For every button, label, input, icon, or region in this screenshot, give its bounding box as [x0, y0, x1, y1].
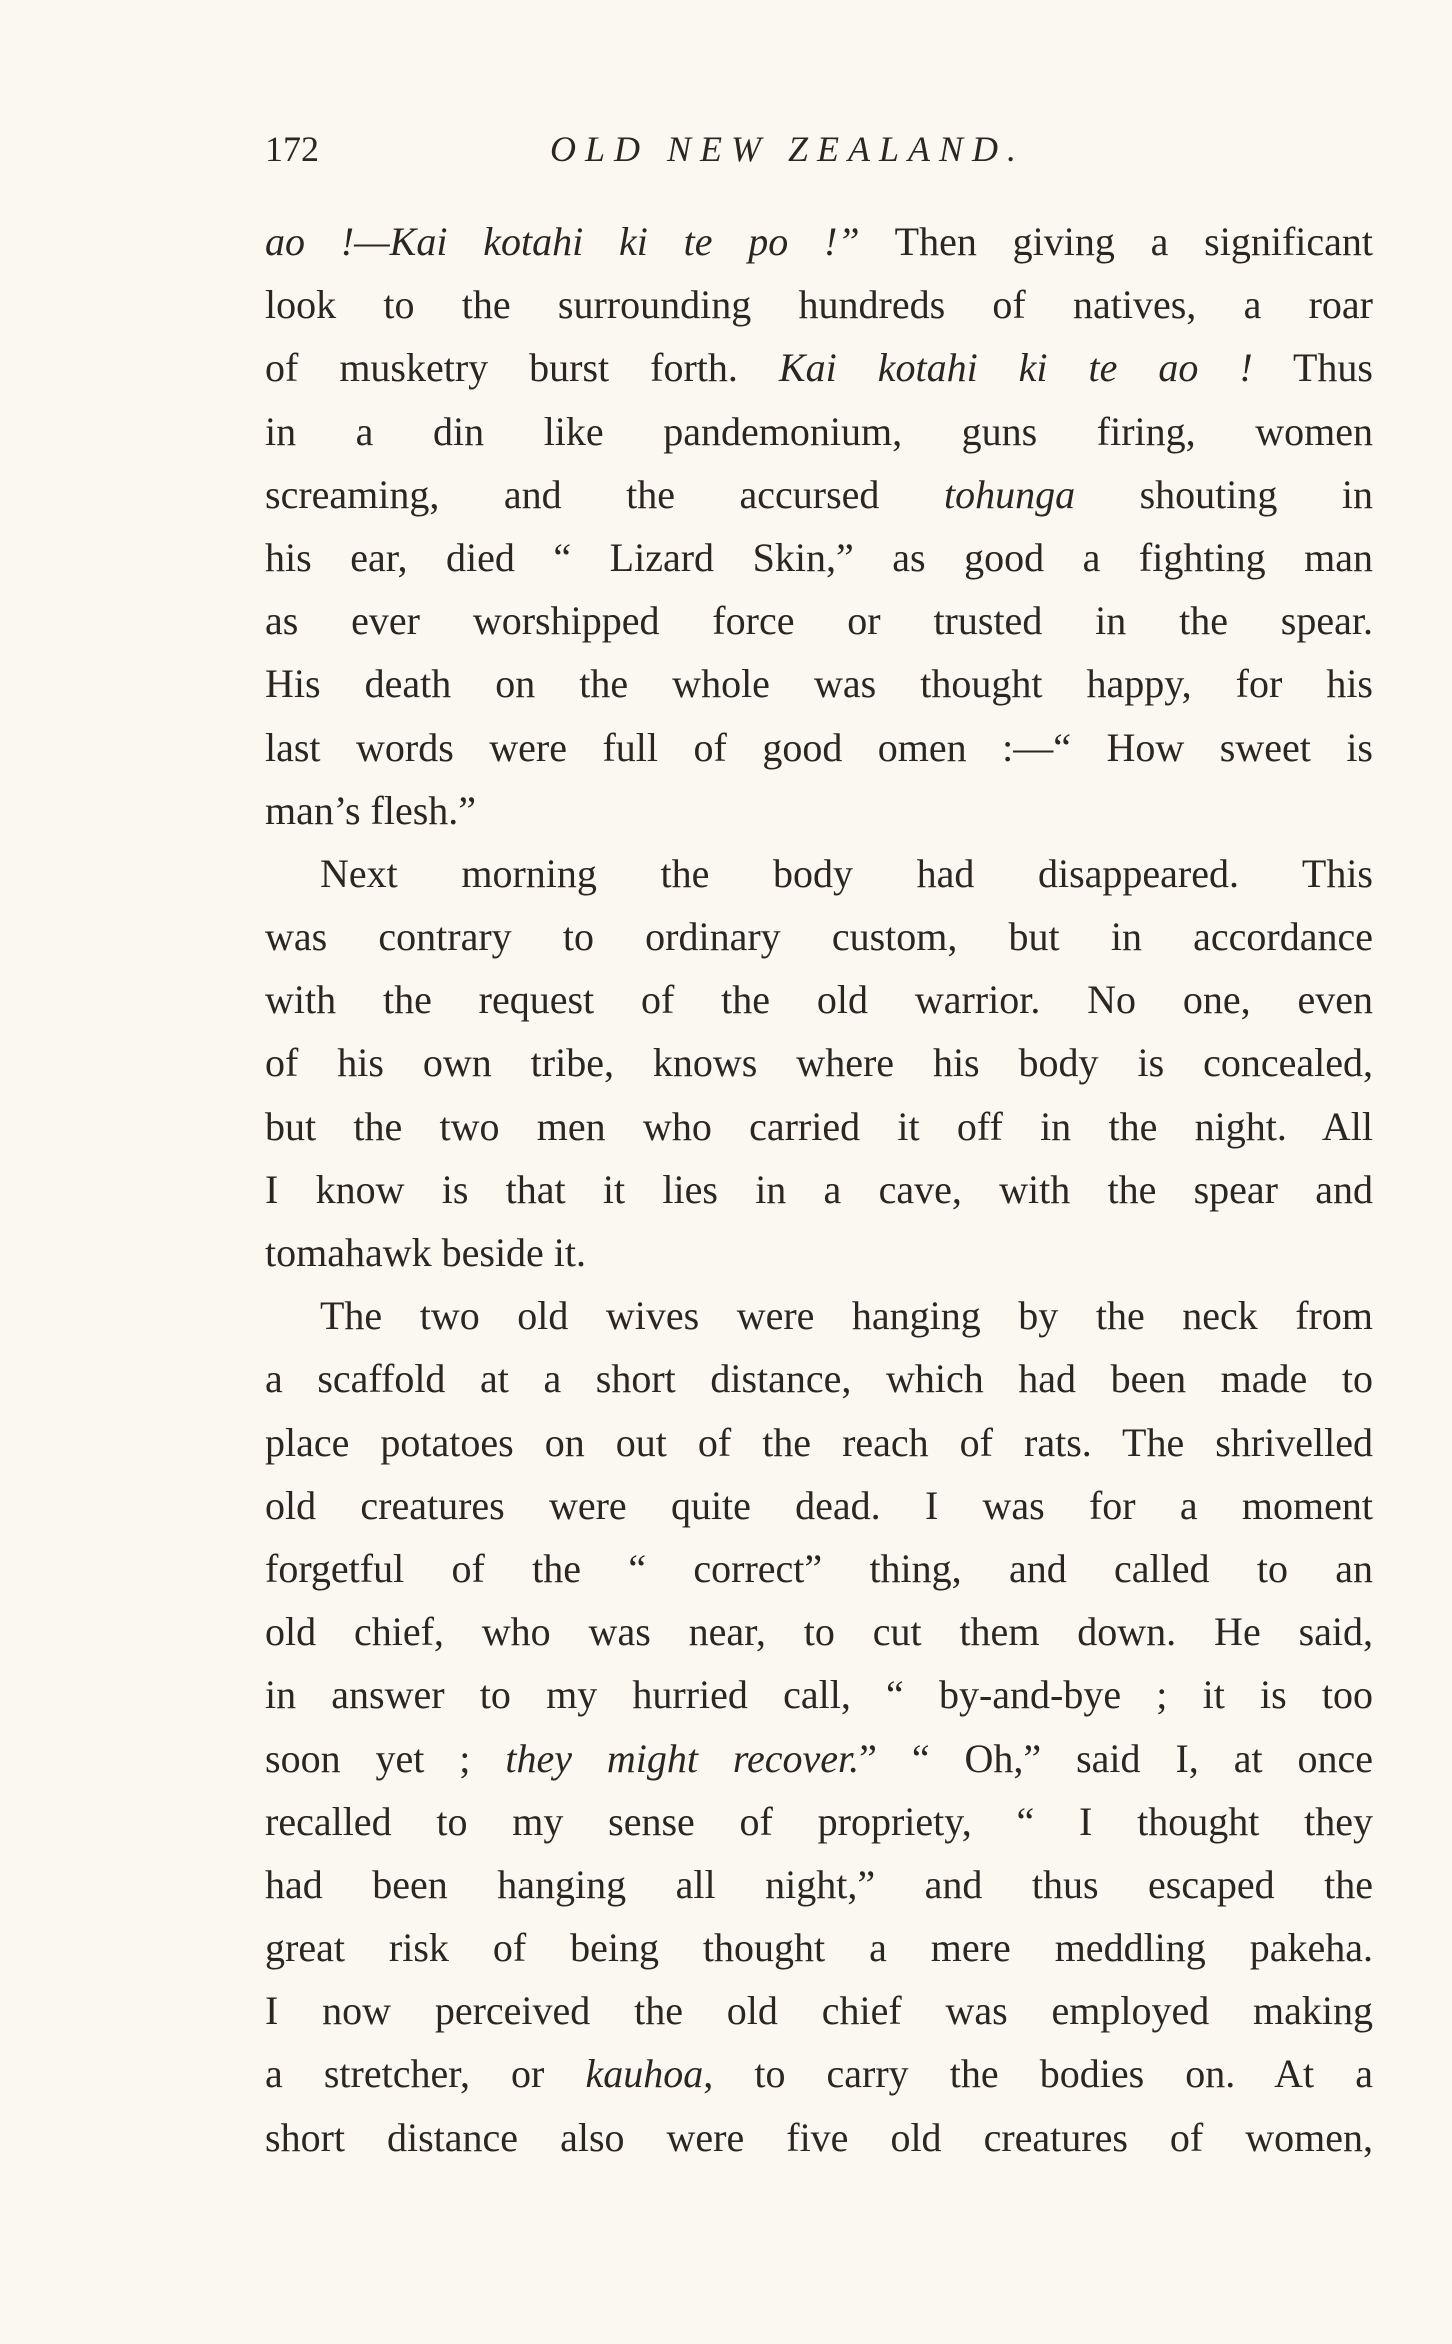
text-line	[265, 1411, 1373, 1474]
text-run: but the two men who carried it off in the night. All	[265, 1103, 1373, 1149]
text-line	[265, 1284, 1373, 1347]
text-run: had been hanging all night,” and thus escaped the	[265, 1861, 1373, 1907]
text-line	[265, 1663, 1373, 1726]
text-line	[265, 1221, 1373, 1284]
text-line	[265, 905, 1373, 968]
text-run: great risk of being thought a mere meddling pakeha.	[265, 1925, 1373, 1971]
text-line	[265, 1600, 1373, 1663]
text-line	[265, 652, 1373, 715]
text-line	[265, 1790, 1373, 1853]
text-line	[265, 336, 1373, 399]
text-run: Next morning the body had disappeared. This	[320, 850, 1373, 896]
text-run: shouting in	[1075, 471, 1374, 517]
text-line	[265, 400, 1373, 463]
italic-text: tohunga	[943, 471, 1076, 517]
text-run: man’s flesh.”	[265, 787, 477, 833]
text-line	[265, 716, 1373, 779]
text-run: ” “ Oh,” said I, at once	[859, 1735, 1374, 1781]
text-line	[265, 1474, 1373, 1537]
text-run: was contrary to ordinary custom, but in accordance	[265, 914, 1373, 960]
text-run: , to carry the bodies on. At a	[703, 2051, 1374, 2097]
text-run: forgetful of the “ correct” thing, and called to an	[265, 1545, 1373, 1591]
text-line	[265, 1537, 1373, 1600]
text-run: I know is that it lies in a cave, with the spear and	[265, 1166, 1373, 1212]
text-run: place potatoes on out of the reach of rats. The shrivelled	[265, 1419, 1373, 1465]
text-run: with the request of the old warrior. No one, even	[265, 977, 1373, 1023]
text-run: old creatures were quite dead. I was for a moment	[265, 1482, 1373, 1528]
text-line	[265, 1916, 1373, 1979]
text-run: short distance also were five old creatures of women,	[265, 2114, 1373, 2160]
text-run: His death on the whole was thought happy, for his	[265, 661, 1373, 707]
page-number: 172	[265, 129, 319, 169]
text-line	[265, 463, 1373, 526]
text-run: tomahawk beside it.	[265, 1230, 587, 1275]
text-run: I now perceived the old chief was employed making	[265, 1988, 1373, 2034]
text-run: soon yet ;	[265, 1735, 506, 1781]
text-line	[265, 1727, 1373, 1790]
text-line	[265, 1031, 1373, 1094]
text-run: Then giving a significant	[859, 219, 1373, 264]
text-line	[265, 1095, 1373, 1158]
text-line	[265, 842, 1373, 905]
text-run: of his own tribe, knows where his body is concealed,	[265, 1040, 1373, 1086]
text-line	[265, 210, 1373, 273]
text-line	[265, 1158, 1373, 1221]
text-run: in a din like pandemonium, guns firing, women	[265, 408, 1373, 454]
text-run: The two old wives were hanging by the neck from	[320, 1293, 1373, 1339]
text-run: last words were full of good omen :—“ How sweet is	[265, 724, 1373, 770]
text-line	[265, 779, 1373, 842]
text-line	[265, 1853, 1373, 1916]
italic-text: ao !—Kai kotahi ki te po !”	[265, 219, 860, 264]
text-line	[265, 1347, 1373, 1410]
text-line	[265, 2042, 1373, 2105]
running-title: OLD NEW ZEALAND.	[550, 129, 1026, 169]
text-line	[265, 1979, 1373, 2042]
body-text	[265, 210, 1373, 2169]
text-line	[265, 589, 1373, 652]
running-head	[265, 128, 1373, 184]
text-run: recalled to my sense of propriety, “ I thought they	[265, 1798, 1373, 1844]
italic-text: Kai kotahi ki te ao !	[778, 345, 1253, 391]
text-run: as ever worshipped force or trusted in the spear.	[265, 598, 1373, 644]
text-line	[265, 968, 1373, 1031]
text-run: of musketry burst forth.	[265, 345, 779, 391]
text-line	[265, 2106, 1373, 2169]
text-run: Thus	[1252, 345, 1373, 391]
text-run: old chief, who was near, to cut them down. He said,	[265, 1609, 1373, 1655]
italic-text: kauhoa	[585, 2051, 704, 2097]
text-run: screaming, and the accursed	[265, 471, 944, 517]
text-run: his ear, died “ Lizard Skin,” as good a fighting man	[265, 534, 1373, 580]
text-run: look to the surrounding hundreds of natives, a roar	[265, 282, 1373, 328]
text-line	[265, 526, 1373, 589]
italic-text: they might recover.	[505, 1735, 860, 1781]
text-line	[265, 273, 1373, 336]
text-run: in answer to my hurried call, “ by-and-bye ; it is too	[265, 1672, 1373, 1718]
text-run: a stretcher, or	[265, 2051, 586, 2097]
text-run: a scaffold at a short distance, which had been made to	[265, 1356, 1373, 1402]
